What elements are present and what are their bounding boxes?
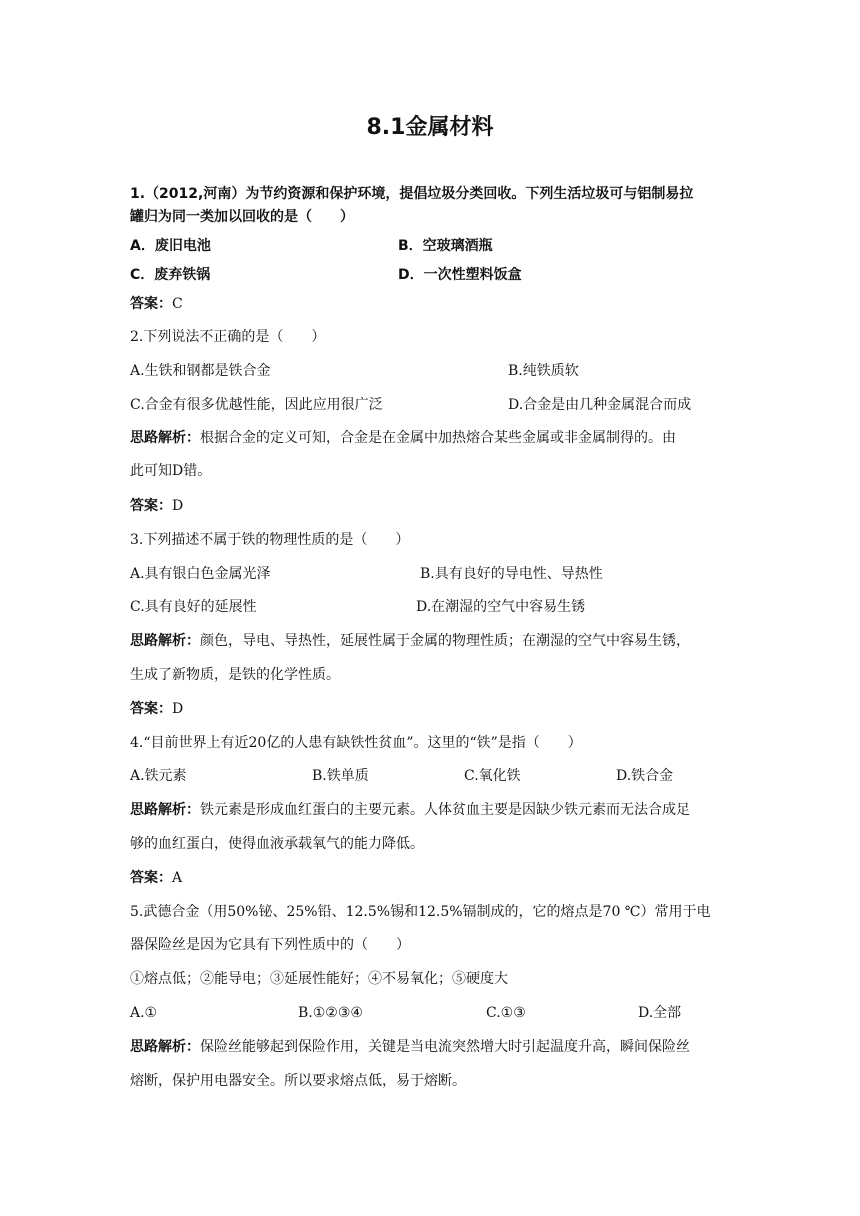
q4-option-b: B.铁单质 (312, 768, 369, 784)
q5-stem-line1: 5.武德合金（用50%铋、25%铅、12.5%锡和12.5%镉制成的，它的熔点是70 ℃）常用于电 (130, 904, 711, 920)
q4-stem: 4.“目前世界上有近20亿的人患有缺铁性贫血”。这里的“铁”是指（ ） (130, 735, 582, 751)
q2-answer (130, 496, 183, 516)
q2-analysis-line1 (130, 428, 676, 448)
analysis-text: 颜色，导电、导热性，延展性属于金属的物理性质；在潮湿的空气中容易生锈， (200, 633, 690, 649)
answer-label: 答案： (130, 296, 172, 312)
q5-analysis-line1 (130, 1037, 690, 1057)
answer-value: C (172, 296, 183, 312)
q1-stem-line2: 罐归为同一类加以回收的是（ ） (130, 209, 354, 225)
q1-stem-line1: 1.（2012,河南）为节约资源和保护环境，提倡垃圾分类回收。下列生活垃圾可与铝制易拉 (130, 186, 694, 202)
q2-stem: 2.下列说法不正确的是（ ） (130, 329, 326, 345)
analysis-label: 思路解析： (130, 802, 200, 818)
q2-option-c: C.合金有很多优越性能，因此应用很广泛 (130, 397, 383, 413)
answer-value: A (172, 870, 183, 886)
q3-option-c: C.具有良好的延展性 (130, 599, 257, 615)
analysis-label: 思路解析： (130, 1039, 200, 1055)
q5-properties: ①熔点低；②能导电；③延展性能好；④不易氧化；⑤硬度大 (130, 971, 508, 987)
q1-option-a: A．废旧电池 (130, 238, 211, 254)
q2-option-a: A.生铁和钢都是铁合金 (130, 363, 271, 379)
q1-option-c: C．废弃铁锅 (130, 267, 211, 283)
q3-option-a: A.具有银白色金属光泽 (130, 566, 271, 582)
answer-value: D (172, 498, 184, 514)
q5-option-b: B.①②③④ (298, 1005, 363, 1021)
answer-label: 答案： (130, 870, 172, 886)
q3-option-d: D.在潮湿的空气中容易生锈 (416, 599, 586, 615)
analysis-text: 保险丝能够起到保险作用，关键是当电流突然增大时引起温度升高，瞬间保险丝 (200, 1039, 690, 1055)
answer-label: 答案： (130, 498, 172, 514)
q4-option-d: D.铁合金 (616, 768, 674, 784)
q1-answer (130, 294, 183, 314)
q4-answer (130, 868, 182, 888)
q2-option-d: D.合金是由几种金属混合而成 (508, 397, 692, 413)
page-title: 8.1金属材料 (366, 115, 494, 140)
q4-analysis-line1 (130, 800, 690, 820)
analysis-label: 思路解析： (130, 430, 200, 446)
q3-answer (130, 699, 183, 719)
answer-label: 答案： (130, 701, 172, 717)
analysis-text: 根据合金的定义可知，合金是在金属中加热熔合某些金属或非金属制得的。由 (200, 430, 676, 446)
q4-option-a: A.铁元素 (130, 768, 187, 784)
q4-analysis-line2: 够的血红蛋白，使得血液承载氧气的能力降低。 (130, 836, 424, 852)
analysis-text: 铁元素是形成血红蛋白的主要元素。人体贫血主要是因缺少铁元素而无法合成足 (200, 802, 690, 818)
q1-option-d: D．一次性塑料饭盒 (398, 267, 522, 283)
analysis-label: 思路解析： (130, 633, 200, 649)
q5-analysis-line2: 熔断，保护用电器安全。所以要求熔点低，易于熔断。 (130, 1073, 466, 1089)
q3-analysis-line1 (130, 631, 690, 651)
q3-option-b: B.具有良好的导电性、导热性 (420, 566, 603, 582)
q2-option-b: B.纯铁质软 (508, 363, 579, 379)
q5-option-d: D.全部 (638, 1005, 682, 1021)
q3-analysis-line2: 生成了新物质，是铁的化学性质。 (130, 667, 340, 683)
q5-option-c: C.①③ (486, 1005, 526, 1021)
q5-stem-line2: 器保险丝是因为它具有下列性质中的（ ） (130, 937, 410, 953)
q3-stem: 3.下列描述不属于铁的物理性质的是（ ） (130, 532, 410, 548)
answer-value: D (172, 701, 184, 717)
q1-option-b: B．空玻璃酒瓶 (398, 238, 493, 254)
q5-option-a: A.① (130, 1005, 158, 1021)
q4-option-c: C.氧化铁 (464, 768, 521, 784)
q2-analysis-line2: 此可知D错。 (130, 463, 212, 479)
